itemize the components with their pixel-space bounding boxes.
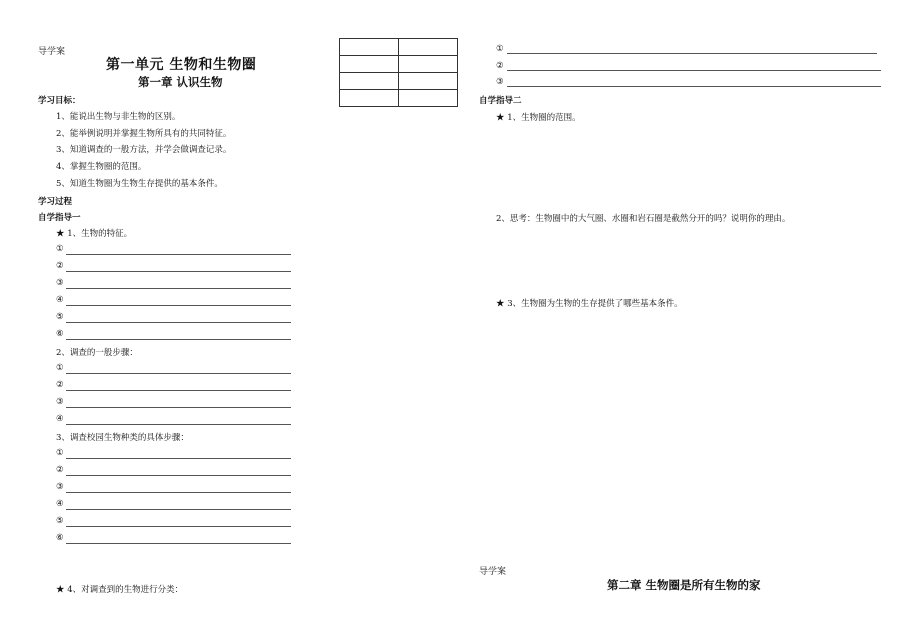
answer-line[interactable] <box>66 492 291 493</box>
question-2: 2、调查的一般步骤： <box>56 348 138 358</box>
question-4: ★ 4、对调查到的生物进行分类： <box>56 585 184 595</box>
answer-line[interactable] <box>507 70 881 71</box>
answer-line[interactable] <box>66 322 291 323</box>
marker: ② <box>56 380 64 390</box>
question-3: 3、调查校园生物种类的具体步骤： <box>56 433 189 443</box>
table-cell[interactable] <box>399 56 458 73</box>
question-r3: ★ 3、生物圈为生物的生存提供了哪些基本条件。 <box>496 299 683 309</box>
answer-line[interactable] <box>507 53 877 54</box>
unit-title: 第一单元 生物和生物圈 <box>106 57 257 73</box>
goal-item: 1、能说出生物与非生物的区别。 <box>56 112 181 122</box>
answer-line[interactable] <box>66 475 291 476</box>
marker: ③ <box>56 482 64 492</box>
table-cell[interactable] <box>399 90 458 107</box>
goal-item: 3、知道调查的一般方法，并学会做调查记录。 <box>56 145 232 155</box>
marker: ② <box>56 261 64 271</box>
marker: ④ <box>56 499 64 509</box>
page-header: 导学案 <box>38 47 66 57</box>
marker: ② <box>56 465 64 475</box>
marker: ① <box>56 363 64 373</box>
table-cell[interactable] <box>340 73 399 90</box>
answer-line[interactable] <box>66 271 291 272</box>
marker: ⑥ <box>56 533 64 543</box>
page-header-2: 导学案 <box>479 567 507 577</box>
marker: ③ <box>56 397 64 407</box>
answer-line[interactable] <box>66 390 291 391</box>
marker: ③ <box>496 77 504 87</box>
process-heading: 学习过程 <box>38 197 73 207</box>
question-r1: ★ 1、生物圈的范围。 <box>496 113 581 123</box>
table-cell[interactable] <box>399 39 458 56</box>
guide1-heading: 自学指导一 <box>38 213 81 223</box>
answer-line[interactable] <box>66 305 291 306</box>
answer-line[interactable] <box>66 424 291 425</box>
marker: ⑥ <box>56 329 64 339</box>
table-cell[interactable] <box>340 39 399 56</box>
answer-line[interactable] <box>66 254 291 255</box>
question-1: ★ 1、生物的特征。 <box>56 229 133 239</box>
answer-line[interactable] <box>66 526 291 527</box>
guide2-heading: 自学指导二 <box>479 96 522 106</box>
question-r2: 2、思考：生物圈中的大气圈、水圈和岩石圈是截然分开的吗？说明你的理由。 <box>496 214 791 224</box>
classification-table <box>339 38 458 107</box>
chapter-2-title: 第二章 生物圈是所有生物的家 <box>607 578 761 592</box>
answer-line[interactable] <box>66 288 291 289</box>
goal-item: 2、能举例说明并掌握生物所具有的共同特征。 <box>56 129 232 139</box>
goal-item: 5、知道生物圈为生物生存提供的基本条件。 <box>56 179 223 189</box>
marker: ① <box>56 244 64 254</box>
marker: ② <box>496 61 504 71</box>
answer-line[interactable] <box>66 509 291 510</box>
marker: ① <box>56 448 64 458</box>
table-cell[interactable] <box>340 56 399 73</box>
table-cell[interactable] <box>399 73 458 90</box>
marker: ⑤ <box>56 516 64 526</box>
marker: ① <box>496 44 504 54</box>
marker: ③ <box>56 278 64 288</box>
goal-item: 4、掌握生物圈的范围。 <box>56 162 147 172</box>
goals-heading: 学习目标： <box>38 96 81 106</box>
marker: ④ <box>56 414 64 424</box>
answer-line[interactable] <box>66 373 291 374</box>
answer-line[interactable] <box>66 407 291 408</box>
marker: ④ <box>56 295 64 305</box>
table-cell[interactable] <box>340 90 399 107</box>
marker: ⑤ <box>56 312 64 322</box>
chapter-title: 第一章 认识生物 <box>138 75 223 89</box>
answer-line[interactable] <box>66 339 291 340</box>
answer-line[interactable] <box>66 458 291 459</box>
answer-line[interactable] <box>507 86 881 87</box>
answer-line[interactable] <box>66 543 291 544</box>
